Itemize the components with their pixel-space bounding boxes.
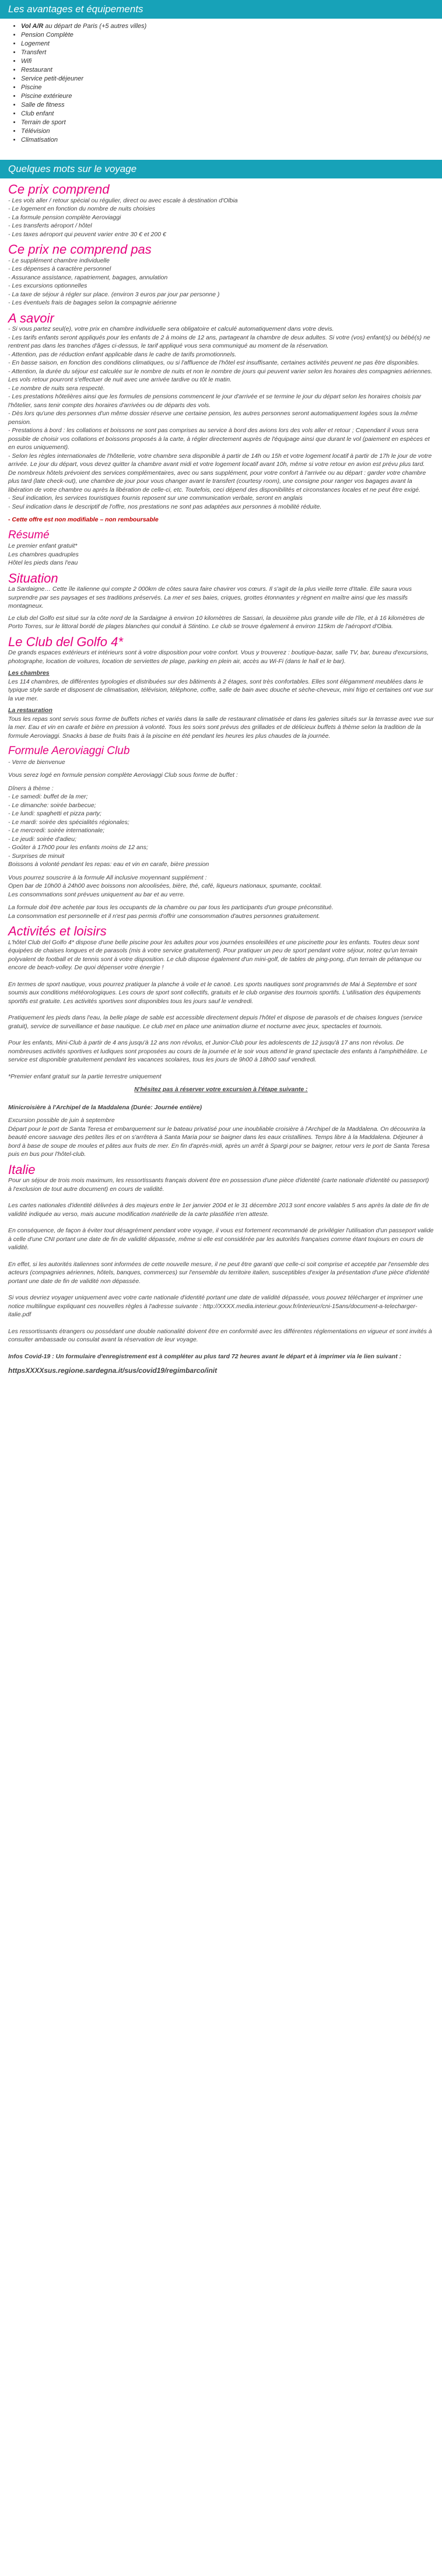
list-item: • Climatisation <box>21 136 442 145</box>
paragraph: En termes de sport nautique, vous pourrez pratiquer la planche à voile et le canoë. Les sports nautiques sont programmés de Mai à Septembre et sont soumis aux conditions météorologiques. Les cours de sport sont collectifs, gratuits et le club organise des tournois sportifs. L'utilisation des équipements sportifs est gratuite. Les activités sportives sont disponibles tous les jours sauf le vendredi. <box>8 980 421 1005</box>
non-modifiable-notice: - Cette offre est non modifiable – non remboursable <box>8 516 159 523</box>
list-item: - La taxe de séjour à régler sur place. (environ 3 euros par jour par personne ) <box>8 290 220 298</box>
voyage-content <box>0 182 442 1375</box>
list-item: - Surprises de minuit <box>8 852 65 860</box>
covid-notice: Infos Covid-19 : Un formulaire d'enregistrement est à compléter au plus tard 72 heures avant le départ et à imprimer via le lien suivant : <box>8 1352 402 1360</box>
list-item: - Le mardi: soirée des spécialités régionales; <box>8 818 129 826</box>
paragraph: Pour un séjour de trois mois maximum, les ressortissants français doivent être en possession d'une pièce d'identité (carte nationale d'identité ou passeport) à l'exclusion de tout autre document) en cours de validité. <box>8 1177 429 1193</box>
flight-text: au départ de Paris (+5 autres villes) <box>43 23 147 30</box>
list-item: - Le samedi: buffet de la mer; <box>8 793 88 800</box>
situation-title: Situation <box>8 570 58 586</box>
list-item: • Piscine <box>21 83 442 92</box>
list-item: • Logement <box>21 40 442 48</box>
list-item: Le premier enfant gratuit* <box>8 542 78 549</box>
list-item: - Seul indication, les services touristiques fournis reposent sur une communication verbale, seront en anglais <box>8 495 303 502</box>
list-item: - Les vols aller / retour spécial ou régulier, direct ou avec escale à destination d'Olbia <box>8 197 238 204</box>
list-item <box>21 22 442 31</box>
list-item: Hôtel les pieds dans l'eau <box>8 559 78 566</box>
list-item: La formule doit être achetée par tous les occupants de la chambre ou par tous les participants d'un groupe préconstitué. <box>8 904 334 911</box>
paragraph: En effet, si les autorités italiennes sont informées de cette nouvelle mesure, il ne peut être garanti que celle-ci soit comprise et acceptée par l'ensemble des acteurs (compagnies aériennes, hôtels, banques, commerces) sur l'ensemble du territoire italien, susceptibles d'exiger la présentation d'une pièce d'identité portant une date de fin de validité non dépassée. <box>8 1260 430 1285</box>
list-item: Les chambres quadruples <box>8 551 79 558</box>
list-item: - Le lundi: spaghetti et pizza party; <box>8 810 101 817</box>
paragraph: L'hôtel Club del Golfo 4* dispose d'une belle piscine pour les adultes pour vos journées ensoleillées et une piscinette pour les enfants. Toutes deux sont équipées de chaises longues et de parasols (mis à votre service gratuitement). Pour pratiquer un peu de sport pendant votre séjour, notez qu'un terrain polyvalent de football et de tennis sont à votre disposition. Le club dispose également d'un mini-golf, de tables de ping-pong, d'un terrain de pétanque ou encore de beach-volley. De quoi dépenser votre énergie ! <box>8 938 422 971</box>
list-item: • Salle de fitness <box>21 101 442 110</box>
savoir-title: A savoir <box>8 310 54 325</box>
paragraph: Tous les repas sont servis sous forme de buffets riches et variés dans la salle de restaurant climatisée et dans les galeries situés sur la terrasse avec vue sur la mer. Eau et vin en carafe et bière en pression à volonté. Tous les soirs sont prévus des grillades et de délicieux buffets à thème selon la tradition de la formule Aeroviaggi. Snacks à base de fruits frais à la piscine en été pendant les heures les plus chaudes de la journée. <box>8 715 434 739</box>
list-item: Vous serez logé en formule pension complète Aeroviaggi Club sous forme de buffet : <box>8 772 238 779</box>
covid-link[interactable]: httpsXXXXsus.regione.sardegna.it/sus/covid19/regimbarco/init <box>8 1366 218 1375</box>
list-item: - Si vous partez seul(e), votre prix en chambre individuelle sera obligatoire et calculé automatiquement dans votre devis. <box>8 325 334 332</box>
paragraph: Si vous devriez voyager uniquement avec votre carte nationale d'identité portant une date de validité dépassée, vous pouvez télécharger et imprimer une notice multilingue expliquant ces nouvelles règles à l'adresse suivante : http://XXXX.media.interieur.gouv.fr/interieur/cni-15ans/document-a-telecharger-italie.pdf <box>8 1294 423 1318</box>
list-item: - Attention, la durée du séjour est calculée sur le nombre de nuits et non le nombre de jours qui peuvent varier selon les horaires des compagnies aériennes. Les vols retour pourront s'effectuer de nuit avec une arrivée tardive ou tôt le matin. <box>8 367 433 383</box>
list-item: • Restaurant <box>21 66 442 75</box>
equipment-banner: Les avantages et équipements <box>0 0 442 19</box>
list-item: - Le jeudi: soirée d'adieu; <box>8 835 76 843</box>
list-item: - Verre de bienvenue <box>8 758 65 766</box>
list-item: - Le mercredi: soirée internationale; <box>8 827 105 834</box>
paragraph: Pratiquement les pieds dans l'eau, la belle plage de sable est accessible directement depuis l'hôtel et dispose de parasols et de chaises longues (service gratuit), service de surveillance et base nautique. Le club met en place une animation diurne et nocturne avec jeux, spectacles et tournois. <box>8 1014 423 1030</box>
list-item: - Dès lors qu'une des personnes d'un même dossier réserve une certaine pension, les autres personnes seront automatiquement logées sous la même pension. <box>8 410 418 426</box>
formule-title: Formule Aeroviaggi Club <box>8 745 130 757</box>
paragraph: Les 114 chambres, de différentes typologies et distribuées sur des bâtiments à 2 étages, sont très confortables. Elles sont élégamment meublées dans le typique style sarde et disposent de climatisation, télévision, téléphone, coffre, salle de bain avec douche et sèche-cheveux, mini frigo et certaines ont vue sur la vue mer. <box>8 678 433 702</box>
list-item: - Les dépenses à caractère personnel <box>8 265 111 272</box>
resume-title: Résumé <box>8 528 50 541</box>
excursion-text: Excursion possible de juin à septembre Départ pour le port de Santa Teresa et embarquement sur le bateau privatisé pour une inoubliable croisière à l'Archipel de la Maddalena. On découvrira la beauté encore sauvage des petites îles et on s'arrêtera à Santa Maria pour se baigner dans les eaux cristallines. Temps libre à la Maddalena. Déjeuner à bord à base de soupe de moules et pâtes aux fruits de mer. En fin d'après-midi, après un arrêt à Spargi pour se baigner, retour vers le port de Santa Teresa puis en bus pour l'hôtel-club. <box>8 1117 430 1158</box>
voyage-banner: Quelques mots sur le voyage <box>0 160 442 178</box>
club-title: Le Club del Golfo 4* <box>8 634 123 649</box>
list-item: Dîners à thème : <box>8 784 54 792</box>
list-item: • Transfert <box>21 48 442 57</box>
flight-label: Vol A/R <box>21 23 44 30</box>
list-item: • Pension Complète <box>21 31 442 40</box>
list-item: - Prestations à bord : les collations et boissons ne sont pas comprises au service à bord des avions lors des vols aller et retour ; Cependant il vous sera possible de choisir vos collations et boissons proposés à la carte, à régler directement auprès de l'équipage ainsi que durant le vol (paiement en espèces et en euros uniquement). <box>8 427 430 451</box>
paragraph: Le club del Golfo est situé sur la côte nord de la Sardaigne à environ 10 kilomètres de Sassari, la deuxième plus grande ville de l'île, et à 16 kilomètres de Porto Torres, sur le littoral bordé de plages blanches qui conduit à Stintino. Le club se trouve également à environ 115km de l'aéroport d'Olbia. <box>8 614 425 630</box>
list-item: Boissons à volonté pendant les repas: eau et vin en carafe, bière pression <box>8 861 209 868</box>
list-item: - Les taxes aéroport qui peuvent varier entre 30 € et 200 € <box>8 230 166 238</box>
italie-title: Italie <box>8 1162 36 1177</box>
list-item: - Les prestations hôtelières ainsi que les formules de pensions commencent le jour d'arrivée et se termine le jour du départ selon les horaires choisis par l'hôtelier, sans tenir compte des horaires d'arrivées ou de départs des vols. <box>8 393 422 409</box>
list-item: • Télévision <box>21 127 442 136</box>
list-item: - Les tarifs enfants seront appliqués pour les enfants de 2 à moins de 12 ans, partageant la chambre de deux adultes. Si votre (vos) enfant(s) ou bébé(s) ne rentrent pas dans les tranches d'âges ci-dessus, le tarif appliqué vous sera communiqué au moment de la réservation. <box>8 334 430 349</box>
paragraph: *Premier enfant gratuit sur la partie terrestre uniquement <box>8 1073 162 1080</box>
excursion-heading: N'hésitez pas à réserver votre excursion à l'étape suivante : <box>134 1086 308 1093</box>
list-item: • Club enfant <box>21 110 442 118</box>
list-item: - Attention, pas de réduction enfant applicable dans le cadre de tarifs promotionnels. <box>8 351 237 358</box>
list-item: - Selon les règles internationales de l'hôtellerie, votre chambre sera disponible à partir de 14h ou 15h et votre logement locatif à partir de 17h le jour de votre arrivée. Le jour du départ, vous devez quitter la chambre avant midi et votre logement locatif avant 10h, même si votre retour en avion est prévu plus tard. De nombreux hôtels prévoient des services complémentaires, avec ou sans supplément, pour votre confort à l'arrivée ou au départ : garder votre chambre plus tard (late check-out), une chambre de jour pour vous changer avant le transfert (courtesy room), une consigne pour ranger vos bagages avant la libération de votre chambre ou après la libération de celle-ci, etc. Toutefois, ceci dépend des disponibilités et circonstances locales et ne peut être exigé. <box>8 452 432 493</box>
list-item: - Seul indication dans le descriptif de l'offre, nos prestations ne sont pas adaptées aux personnes à mobilité réduite. <box>8 503 322 510</box>
list-item: Les consommations sont prévues uniquement au bar et au verre. <box>8 891 185 898</box>
list-item: • Service petit-déjeuner <box>21 75 442 83</box>
list-item: Vous pourrez souscrire à la formule All inclusive moyennant supplément : <box>8 874 207 881</box>
list-item: • Terrain de sport <box>21 118 442 127</box>
list-item: - Goûter à 17h00 pour les enfants moins de 12 ans; <box>8 844 148 851</box>
list-item: • Piscine extérieure <box>21 92 442 101</box>
includes-title: Ce prix comprend <box>8 182 110 197</box>
list-item: - Le supplément chambre individuelle <box>8 257 110 264</box>
list-item: La consommation est personnelle et il n'est pas permis d'offrir une consommation d'autres personnes gratuitement. <box>8 912 320 920</box>
equipment-list <box>0 22 442 145</box>
chambres-label: Les chambres <box>8 670 50 677</box>
excursion-title: Minicroisière à l'Archipel de la Maddalena (Durée: Journée entière) <box>8 1103 202 1111</box>
list-item: - Le logement en fonction du nombre de nuits choisies <box>8 205 156 212</box>
list-item: • Wifi <box>21 57 442 66</box>
list-item: - Assurance assistance, rapatriement, bagages, annulation <box>8 274 168 281</box>
paragraph: En conséquence, de façon à éviter tout désagrément pendant votre voyage, il vous est fortement recommandé de privilégier l'utilisation d'un passeport valide à celle d'une CNI portant une date de fin de validité dépassée, même si elle est considérée par les autorités françaises comme étant toujours en cours de validité. <box>8 1227 434 1251</box>
list-item: - Les excursions optionnelles <box>8 282 87 289</box>
list-item: - La formule pension complète Aeroviaggi <box>8 213 121 221</box>
list-item: - Les éventuels frais de bagages selon la compagnie aérienne <box>8 299 177 306</box>
list-item: - En basse saison, en fonction des conditions climatiques, ou si l'affluence de l'hôtel est insuffisante, certaines activités peuvent ne pas être disponibles. <box>8 359 420 366</box>
paragraph: Les cartes nationales d'identité délivrées à des majeurs entre le 1er janvier 2004 et le 31 décembre 2013 sont encore valables 5 ans après la date de fin de validité indiquée au verso, mais aucune modification matérielle de la carte plastifiée n'en atteste. <box>8 1202 429 1218</box>
list-item: - Le nombre de nuits sera respecté. <box>8 384 105 392</box>
excludes-title: Ce prix ne comprend pas <box>8 242 152 257</box>
list-item: - Le dimanche: soirée barbecue; <box>8 801 96 809</box>
list-item: Open bar de 10h00 à 24h00 avec boissons non alcoolisées, bière, thé, café, liqueurs nationaux, spumante, cocktail. <box>8 882 322 889</box>
paragraph: La Sardaigne… Cette île italienne qui compte 2 000km de côtes saura faire chavirer vos cœurs. Il s'agit de la plus vieille terre d'Italie. Elle saura vous surprendre par ses paysages et ses traditions préservés. La mer et ses baies, criques, grottes étonnantes y règnent en maître ainsi que les massifs montagneux. <box>8 586 412 609</box>
paragraph: Les ressortissants étrangers ou possédant une double nationalité doivent être en conformité avec les différentes réglementations en vigueur et sont invités à consulter ambassade ou consulat avant la réservation de leur voyage. <box>8 1327 432 1343</box>
resto-label: La restauration <box>8 707 52 714</box>
paragraph: De grands espaces extérieurs et intérieurs sont à votre disposition pour votre confort. Vous y trouverez : boutique-bazar, salle TV, bar, bureau d'excursions, photographe, location de voitures, location de serviettes de plage, parking en plein air, accès au Wi-Fi (dans le hall et le bar). <box>8 649 429 665</box>
paragraph: Pour les enfants, Mini-Club à partir de 4 ans jusqu'à 12 ans non révolus, et Junior-Club pour les adolescents de 12 jusqu'à 17 ans non révolus. De nombreuses activités sportives et ludiques sont proposées au cours de la journée et le soir vous attend le grand spectacle des enfants à l'amphithéâtre. Le service est disponible gratuitement pendant les vacances scolaires, tous les jours de 9h00 à 18h00 sauf vendredi. <box>8 1039 427 1063</box>
list-item: - Les transferts aéroport / hôtel <box>8 222 92 229</box>
activites-title: Activités et loisirs <box>8 924 107 938</box>
